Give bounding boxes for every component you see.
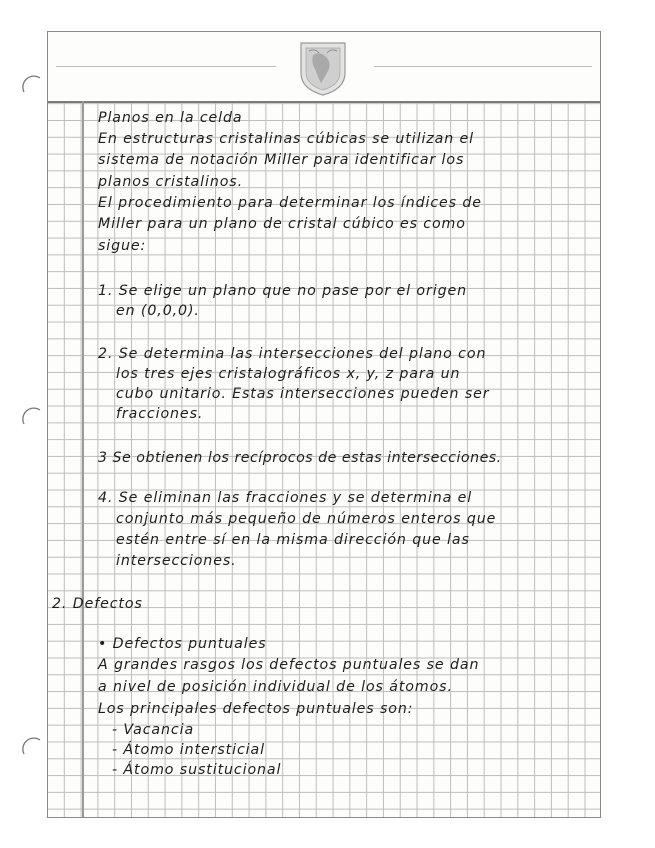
text-line: • Defectos puntuales — [98, 636, 267, 652]
text-line: los tres ejes cristalográficos x, y, z para un — [116, 366, 461, 382]
header-rule — [56, 66, 276, 67]
header-rule — [374, 66, 592, 67]
text-line: A grandes rasgos los defectos puntuales se dan — [98, 657, 480, 673]
text-line: 1. Se elige un plano que no pase por el origen — [98, 283, 468, 299]
text-line: en (0,0,0). — [116, 303, 200, 319]
list-item: - Átomo sustitucional — [112, 762, 282, 778]
notebook-page — [47, 31, 601, 818]
section-heading: 2. Defectos — [52, 596, 143, 612]
text-line: planos cristalinos. — [98, 174, 243, 190]
text-line: Los principales defectos puntuales son: — [98, 701, 414, 717]
margin-line — [82, 101, 84, 817]
text-line: 3 Se obtienen los recíprocos de estas intersecciones. — [98, 450, 502, 466]
text-line: Planos en la celda — [98, 110, 243, 126]
text-line: estén entre sí en la misma dirección que las — [116, 532, 470, 548]
punch-hole-icon — [18, 404, 44, 430]
list-item: - Vacancia — [112, 722, 195, 738]
text-line: intersecciones. — [116, 553, 237, 569]
text-line: a nivel de posición individual de los átomos. — [98, 679, 453, 695]
punch-hole-icon — [18, 734, 44, 760]
page-header — [48, 32, 600, 103]
university-seal-icon — [295, 39, 351, 97]
text-line: cubo unitario. Estas intersecciones pueden ser — [116, 386, 490, 402]
punch-hole-icon — [18, 72, 44, 98]
text-line: sigue: — [98, 238, 147, 254]
text-line: sistema de notación Miller para identificar los — [98, 152, 465, 168]
text-line: El procedimiento para determinar los índices de — [98, 195, 482, 211]
text-line: conjunto más pequeño de números enteros que — [116, 511, 497, 527]
text-line: Miller para un plano de cristal cúbico es como — [98, 216, 466, 232]
text-line: 2. Se determina las intersecciones del plano con — [98, 346, 487, 362]
text-line: fracciones. — [116, 406, 204, 422]
text-line: En estructuras cristalinas cúbicas se utilizan el — [98, 131, 475, 147]
list-item: - Átomo intersticial — [112, 742, 265, 758]
text-line: 4. Se eliminan las fracciones y se determina el — [98, 490, 473, 506]
